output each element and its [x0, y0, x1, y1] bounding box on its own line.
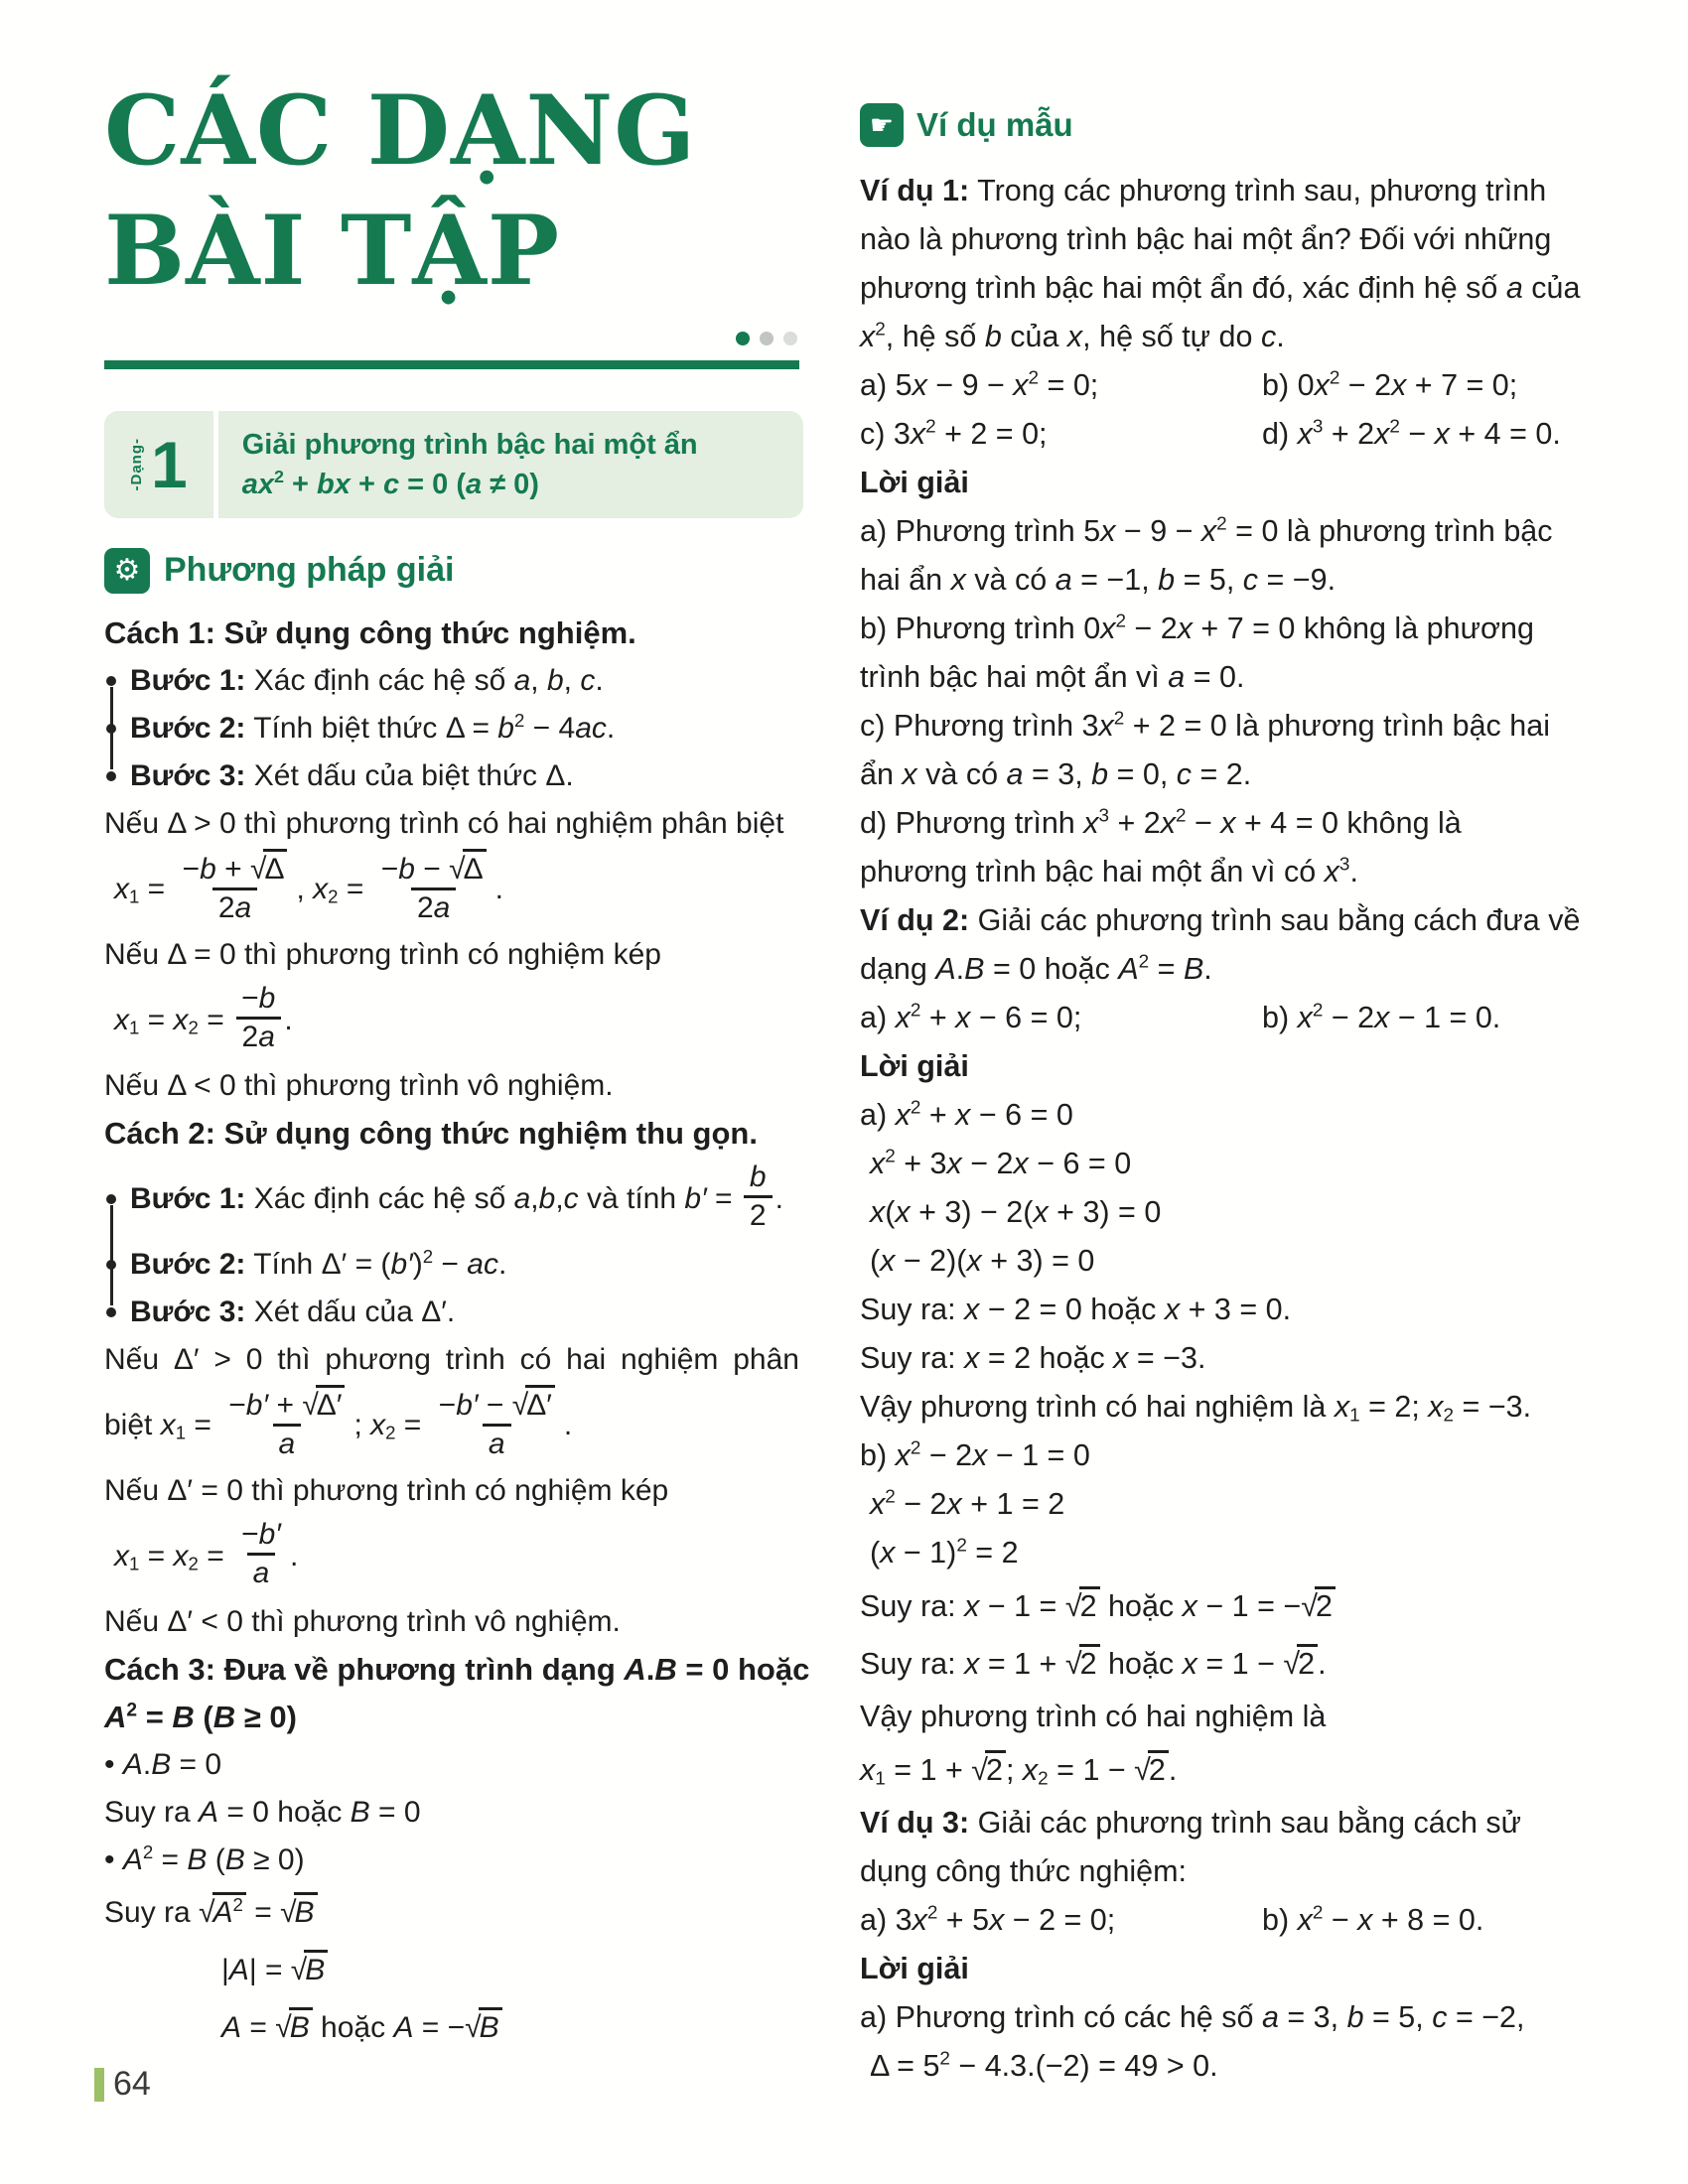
footer-bar-icon	[94, 2068, 104, 2102]
text-line: phương trình bậc hai một ẩn đó, xác định hệ số a của	[860, 271, 1581, 305]
line-part: b) $x^2 - x + 8 = 0$.	[1262, 1902, 1484, 1937]
text-line: Nếu Δ′ < 0 thì phương trình vô nghiệm.	[104, 1604, 621, 1638]
text-line: Suy ra: x = 2 hoặc x = −3.	[860, 1341, 1206, 1375]
text-line: c) Phương trình $3x^2 + 2 = 0$ là phương trình bậc hai	[860, 708, 1550, 743]
text-line: Suy ra: x = 1 + √2 hoặc x = 1 − √2.	[860, 1635, 1579, 1693]
text-line: • A.B = 0	[104, 1747, 222, 1781]
page-footer	[94, 2065, 151, 2104]
text-line: Ví dụ 1: Trong các phương trình sau, phương trình	[860, 174, 1547, 207]
text-line: $x_1 = x_2$ = $\frac{-b}{2a}$ .	[114, 982, 293, 1054]
dot-icon	[760, 332, 774, 345]
text-line: $x^2 + 3x - 2x - 6 = 0$	[870, 1146, 1132, 1180]
examples-label: Ví dụ mẫu	[916, 106, 1073, 143]
page-number: 64	[113, 2065, 151, 2103]
text-line: Nếu Δ = 0 thì phương trình có nghiệm kép	[104, 937, 661, 971]
text-line: Suy ra A = 0 hoặc B = 0	[104, 1795, 421, 1829]
text-line: nào là phương trình bậc hai một ẩn? Đối với những	[860, 222, 1552, 256]
text-line: Suy ra $√A^2 = √B$	[104, 1884, 803, 1942]
title-underline	[104, 360, 799, 369]
text-line: a) $x^2 + x - 6 = 0$	[860, 1097, 1073, 1132]
text-line: biệt $x_1$ = $\frac{-b' + √\Delta'}{a}$ ; $x_2$ = $\frac{-b' - √\Delta'}{a}$ .	[104, 1384, 803, 1467]
text-line: $\Delta = 5^2 - 4.3.(-2) = 49 > 0$.	[870, 2048, 1218, 2083]
text-line: Suy ra: x − 2 = 0 hoặc x + 3 = 0.	[860, 1293, 1292, 1326]
title-underline-wrap	[104, 336, 803, 369]
right-column	[860, 103, 1579, 2091]
two-part-line	[860, 1896, 1579, 1945]
method-label: Phương pháp giải	[164, 551, 455, 590]
right-lines	[860, 167, 1579, 2091]
page-title-line2: BÀI TẬP	[104, 194, 561, 307]
text-line: b) $x^2 - 2x - 1 = 0$	[860, 1437, 1090, 1472]
text-line: Bước 2: Tính $\Delta' = (b')^2$ − ac.	[104, 1241, 803, 1289]
text-line: $x_1$ = $\frac{-b + √\Delta}{2a}$ , $x_2$ = $\frac{-b - √\Delta}{2a}$ .	[104, 848, 803, 931]
line-part: c) $3x^2 + 2 = 0$;	[860, 416, 1048, 451]
text-line: Bước 3: Xét dấu của Δ′.	[104, 1289, 803, 1336]
text-line: Nếu Δ′ = 0 thì phương trình có nghiệm kép	[104, 1473, 669, 1507]
text-line: $A^2 = B$ (B ≥ 0)	[104, 1699, 297, 1734]
text-line: dạng A.B = 0 hoặc $A^2 = B$.	[860, 951, 1212, 986]
text-line: dụng công thức nghiệm:	[860, 1854, 1188, 1888]
dang-number: 1	[151, 427, 188, 501]
text-line: |A| = √B	[104, 1942, 803, 1999]
dang-divider	[213, 411, 218, 518]
text-line: (x − 2)(x + 3) = 0	[870, 1244, 1095, 1278]
gear-icon: ⚙	[104, 548, 150, 594]
text-line: hai ẩn x và có a = −1, b = 5, c = −9.	[860, 563, 1336, 597]
text-line: $(x - 1)^2 = 2$	[870, 1535, 1019, 1570]
text-line: a) Phương trình $5x - 9 - x^2 = 0$ là phương trình bậc	[860, 513, 1553, 548]
text-line: Bước 1: Xác định các hệ số a, b, c.	[104, 657, 803, 705]
text-line: Ví dụ 2: Giải các phương trình sau bằng cách đưa về	[860, 903, 1581, 937]
text-line: trình bậc hai một ẩn vì a = 0.	[860, 660, 1245, 694]
text-line: x(x + 3) − 2(x + 3) = 0	[870, 1195, 1162, 1229]
text-line: Vậy phương trình có hai nghiệm là $x_1 = 2$; $x_2 = -3$.	[860, 1390, 1532, 1427]
text-line: d) Phương trình $x^3 + 2x^2 - x + 4 = 0$ không là	[860, 805, 1462, 840]
text-line: Nếu Δ < 0 thì phương trình vô nghiệm.	[104, 1068, 614, 1102]
dang-heading-line1: Giải phương trình bậc hai một ẩn	[241, 428, 698, 461]
text-line: Cách 3: Đưa về phương trình dạng A.B = 0 hoặc	[104, 1651, 810, 1687]
progress-dots	[736, 332, 797, 345]
line-part: b) $x^2 - 2x - 1 = 0$.	[1262, 1000, 1501, 1034]
text-line: ẩn x và có a = 3, b = 0, c = 2.	[860, 757, 1252, 791]
two-part-line	[860, 361, 1579, 410]
line-part: a) $x^2 + x - 6 = 0$;	[860, 1000, 1082, 1034]
line-part: a) $3x^2 + 5x - 2 = 0$;	[860, 1902, 1116, 1937]
two-part-line	[860, 994, 1579, 1042]
line-part: b) $0x^2 - 2x + 7 = 0$;	[1262, 367, 1518, 402]
text-line: Lời giải	[860, 1049, 969, 1083]
line-part: d) $x^3 + 2x^2 - x + 4 = 0$.	[1262, 416, 1561, 451]
examples-header	[860, 103, 1579, 147]
page-title-line1: CÁC DẠNG	[104, 74, 697, 187]
text-line: $x_1 = 1 + √2$; $x_2 = 1 - √2$.	[860, 1741, 1579, 1799]
dot-icon	[736, 332, 750, 345]
text-line: Lời giải	[860, 466, 969, 499]
text-line: a) Phương trình có các hệ số a = 3, b = 5, c = −2,	[860, 2000, 1525, 2034]
text-line: $x^2$, hệ số b của x, hệ số tự do c.	[860, 319, 1285, 353]
text-line: Nếu Δ′ > 0 thì phương trình có hai nghiệm phân	[104, 1342, 799, 1376]
text-line: Bước 1: Xác định các hệ số a,b,c và tính b′ = $\frac{b}{2}$ .	[104, 1158, 803, 1241]
text-line: phương trình bậc hai một ẩn vì có $x^3$.	[860, 854, 1358, 888]
text-line: $x^2 - 2x + 1 = 2$	[870, 1486, 1065, 1521]
page-title	[104, 71, 803, 312]
text-line: Ví dụ 3: Giải các phương trình sau bằng cách sử	[860, 1806, 1522, 1840]
text-line: $x_1 = x_2$ = $\frac{-b'}{a}$ .	[114, 1518, 299, 1590]
text-line: Nếu Δ > 0 thì phương trình có hai nghiệm phân biệt	[104, 806, 784, 840]
left-lines	[104, 610, 810, 2057]
dang-heading-line2: $ax^2$ + bx + c = 0 (a ≠ 0)	[241, 467, 539, 500]
two-part-line	[860, 410, 1579, 459]
text-line: Bước 2: Tính biệt thức $\Delta = b^2 - 4ac$.	[104, 705, 803, 752]
dang-heading	[242, 425, 698, 504]
text-line: • $A^2 = B$ (B ≥ 0)	[104, 1841, 305, 1876]
text-line: Cách 2: Sử dụng công thức nghiệm thu gọn.	[104, 1115, 758, 1151]
text-line: b) Phương trình $0x^2 - 2x + 7 = 0$ không là phương	[860, 611, 1534, 645]
text-line: Bước 3: Xét dấu của biệt thức Δ.	[104, 752, 803, 800]
method-header	[104, 548, 803, 594]
left-column	[104, 71, 810, 2057]
text-line: Cách 1: Sử dụng công thức nghiệm.	[104, 614, 636, 650]
dang-side-label: -Dạng-	[128, 438, 145, 491]
text-line: Lời giải	[860, 1952, 969, 1985]
dot-icon	[783, 332, 797, 345]
text-line: Vậy phương trình có hai nghiệm là	[860, 1700, 1327, 1733]
pointing-hand-icon: ☛	[860, 103, 904, 147]
line-part: a) $5x - 9 - x^2 = 0$;	[860, 367, 1099, 402]
text-line: Suy ra: x − 1 = √2 hoặc x − 1 = −√2	[860, 1577, 1579, 1635]
dang-banner	[104, 411, 803, 518]
text-line: A = √B hoặc A = −√B	[104, 1999, 803, 2057]
